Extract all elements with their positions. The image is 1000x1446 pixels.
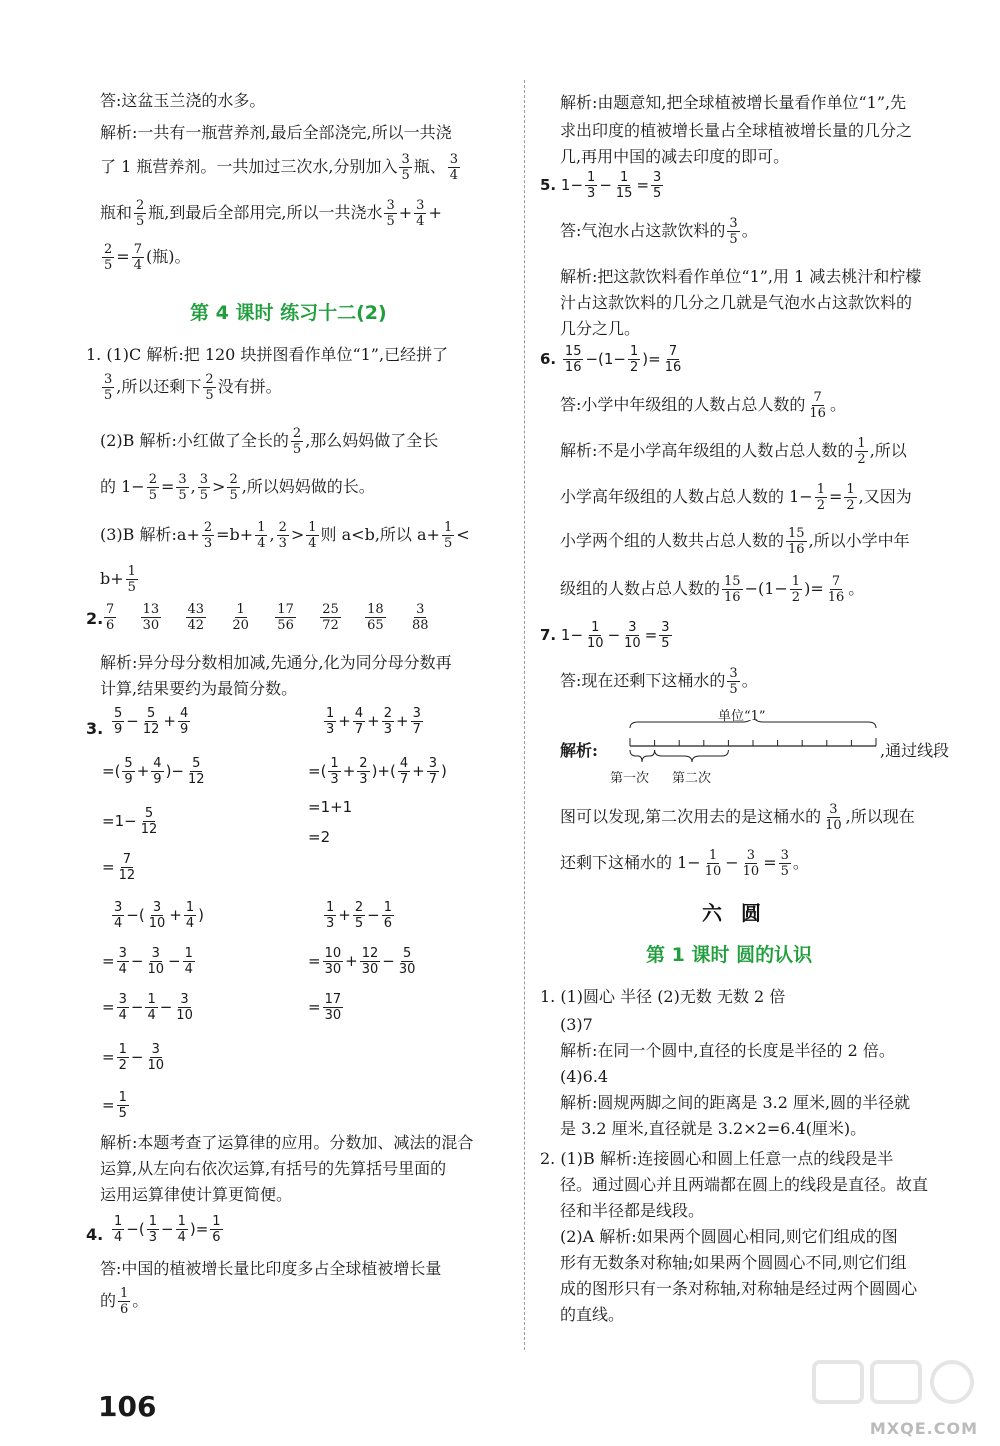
question-1: 1. (1)C 解析:把 120 块拼图看作单位“1”,已经拼了 <box>86 345 449 364</box>
explanation-line: 几分之几。 <box>560 319 641 338</box>
explanation-line: 径和半径都是线段。 <box>560 1201 705 1220</box>
explanation-line: 运算,从左向右依次运算,有括号的先算括号里面的 <box>100 1159 447 1178</box>
explanation-line: 是 3.2 厘米,直径就是 3.2×2=6.4(厘米)。 <box>560 1119 867 1138</box>
calc-step: =2 <box>308 828 331 846</box>
calc-step: = $\frac{3}{4}$ − $\frac{1}{4}$ − $\frac{3}{10}$ <box>102 992 193 1023</box>
explanation-line: 解析:把这款饮料看作单位“1”,用 1 减去桃汁和柠檬 <box>560 267 922 286</box>
answer-line: 答:中国的植被增长量比印度多占全球植被增长量 <box>100 1259 442 1278</box>
explanation-line: 解析:异分母分数相加减,先通分,化为同分母分数再 <box>100 653 452 672</box>
calc-step: = $\frac{7}{12}$ <box>102 852 136 883</box>
watermark-logo-icon <box>812 1358 980 1418</box>
explanation-line: 径。通过圆心并且两端都在圆上的线段是直径。故直 <box>560 1175 929 1194</box>
explanation-line: 解析:在同一个圆中,直径的长度是半径的 2 倍。 <box>560 1041 895 1060</box>
explanation-line: 解析:本题考查了运算律的应用。分数加、减法的混合 <box>100 1133 474 1152</box>
explanation-line: 成的图形只有一条对称轴,对称轴是经过两个圆圆心 <box>560 1279 918 1298</box>
second-time-label: 第二次 <box>672 771 712 786</box>
explanation-line: ,通过线段 <box>880 741 950 760</box>
calc-step: = $\frac{17}{30}$ <box>308 992 342 1023</box>
calc-step: =1− $\frac{5}{12}$ <box>102 806 158 837</box>
explanation-line: 汁占这款饮料的几分之几就是气泡水占这款饮料的 <box>560 293 913 312</box>
answer-line: 答:气泡水占这款饮料的 $\frac{3}{5}$ 。 <box>560 216 758 247</box>
question-2-answers: $\frac{7}{6}$ $\frac{13}{30}$ $\frac{43}{42}$ $\frac{1}{20}$ $\frac{17}{56}$ $\frac{25}{72}$ $\frac{18}{65}$ $\frac{3}{88}$ <box>106 602 429 633</box>
calc-step: $\frac{1}{3}$ + $\frac{2}{5}$ − $\frac{1}{6}$ <box>326 900 392 931</box>
calc-step: $\frac{5}{9}$ − $\frac{5}{12}$ + $\frac{4}{9}$ <box>114 706 189 737</box>
question-5: 5. 1− $\frac{1}{3}$ − $\frac{1}{15}$ = $\frac{3}{5}$ <box>540 170 662 201</box>
calc-step: =1+1 <box>308 798 353 816</box>
question-1-line: $\frac{3}{5}$ ,所以还剩下 $\frac{2}{5}$ 没有拼。 <box>104 372 282 403</box>
explanation-line: 解析:圆规两脚之间的距离是 3.2 厘米,圆的半径就 <box>560 1093 911 1112</box>
question-1-line: 的 1− $\frac{2}{5}$ = $\frac{3}{5}$ , $\frac{3}{5}$ > $\frac{2}{5}$ ,所以妈妈做的长。 <box>100 472 375 503</box>
lesson-heading: 第 4 课时 练习十二(2) <box>190 302 387 324</box>
question-3-number: 3. <box>86 719 104 738</box>
question-1-line: b+ $\frac{1}{5}$ <box>100 564 136 595</box>
explanation-line: 的直线。 <box>560 1305 625 1324</box>
explanation-label: 解析: <box>560 741 598 760</box>
answer-line: 答:这盆玉兰浇的水多。 <box>100 91 266 110</box>
section-heading: 六 圆 <box>702 901 767 925</box>
calc-step: $\frac{3}{4}$ −( $\frac{3}{10}$ + $\frac{1}{4}$ ) <box>114 900 204 931</box>
explanation-line: 求出印度的植被增长量占全球植被增长量的几分之 <box>560 121 913 140</box>
question-2-number: 2. <box>86 609 104 628</box>
explanation-line: 还剩下这桶水的 1− $\frac{1}{10}$ − $\frac{3}{10}$ = $\frac{3}{5}$ 。 <box>560 848 809 879</box>
page-number: 106 <box>98 1390 157 1423</box>
explanation-line: 小学高年级组的人数占总人数的 1− $\frac{1}{2}$ = $\frac{1}{2}$ ,又因为 <box>560 482 912 513</box>
calc-step: =( $\frac{1}{3}$ + $\frac{2}{3}$ )+( $\frac{4}{7}$ + $\frac{3}{7}$ ) <box>308 756 447 787</box>
calc-step: = $\frac{1}{5}$ <box>102 1090 127 1121</box>
question-7: 7. 1− $\frac{1}{10}$ − $\frac{3}{10}$ = $\frac{3}{5}$ <box>540 620 670 651</box>
explanation-line: 运用运算律使计算更简便。 <box>100 1185 293 1204</box>
explanation-line: 小学两个组的人数共占总人数的 $\frac{15}{16}$ ,所以小学中年 <box>560 526 910 557</box>
lesson-heading: 第 1 课时 圆的认识 <box>646 944 813 966</box>
watermark-text: MXQE.COM <box>869 1419 978 1438</box>
circle-q2: 2. (1)B 解析:连接圆心和圆上任意一点的线段是半 <box>540 1149 894 1168</box>
circle-q1-line: (3)7 <box>560 1015 593 1034</box>
question-1-line: (3)B 解析:a+ $\frac{2}{3}$ =b+ $\frac{1}{4}$ , $\frac{2}{3}$ > $\frac{1}{4}$ 则 a<b,所以 a+ $\frac{1}{5}$ < <box>100 520 470 551</box>
answer-line: 答:现在还剩下这桶水的 $\frac{3}{5}$ 。 <box>560 666 758 697</box>
question-6: 6. $\frac{15}{16}$ −(1− $\frac{1}{2}$ )= $\frac{7}{16}$ <box>540 344 682 375</box>
question-1-line: (2)B 解析:小红做了全长的 $\frac{2}{5}$ ,那么妈妈做了全长 <box>100 426 439 457</box>
calc-step: = $\frac{10}{30}$ + $\frac{12}{30}$ − $\frac{5}{30}$ <box>308 946 416 977</box>
answer-line: 的 $\frac{1}{6}$ 。 <box>100 1286 149 1317</box>
circle-q1-line: (4)6.4 <box>560 1067 609 1086</box>
question-4-number: 4. <box>86 1225 104 1244</box>
explanation-line: 瓶和 $\frac{2}{5}$ 瓶,到最后全部用完,所以一共浇水 $\frac{3}{5}$ + $\frac{3}{4}$ + <box>100 198 442 229</box>
explanation-line: 级组的人数占总人数的 $\frac{15}{16}$ −(1− $\frac{1}{2}$ )= $\frac{7}{16}$ 。 <box>560 574 865 605</box>
explanation-line: 计算,结果要约为最简分数。 <box>100 679 298 698</box>
explanation-line: 图可以发现,第二次用去的是这桶水的 $\frac{3}{10}$ ,所以现在 <box>560 802 915 833</box>
explanation-line: 几,再用中国的减去印度的即可。 <box>560 147 790 166</box>
calc-step: =( $\frac{5}{9}$ + $\frac{4}{9}$ )− $\frac{5}{12}$ <box>102 756 205 787</box>
explanation-line: 形有无数条对称轴;如果两个圆圆心不同,则它们组 <box>560 1253 907 1272</box>
answer-line: 答:小学中年级组的人数占总人数的 $\frac{7}{16}$ 。 <box>560 390 846 421</box>
calc-step: = $\frac{1}{2}$ − $\frac{3}{10}$ <box>102 1042 164 1073</box>
explanation-line: 了 1 瓶营养剂。一共加过三次水,分别加入 $\frac{3}{5}$ 瓶、 $\frac{3}{4}$ <box>100 152 459 183</box>
explanation-line: 解析:由题意知,把全球植被增长量看作单位“1”,先 <box>560 93 907 112</box>
column-divider <box>524 80 525 1350</box>
segment-diagram <box>628 720 878 770</box>
explanation-line: 解析:不是小学高年级组的人数占总人数的 $\frac{1}{2}$ ,所以 <box>560 436 907 467</box>
calc-step: $\frac{1}{4}$ −( $\frac{1}{3}$ − $\frac{1}{4}$ )= $\frac{1}{6}$ <box>114 1214 221 1245</box>
explanation-line: $\frac{2}{5}$ = $\frac{7}{4}$ (瓶)。 <box>104 242 191 273</box>
explanation-line: (2)A 解析:如果两个圆圆心相同,则它们组成的图 <box>560 1227 898 1246</box>
circle-q1: 1. (1)圆心 半径 (2)无数 无数 2 倍 <box>540 987 786 1006</box>
explanation-line: 解析:一共有一瓶营养剂,最后全部浇完,所以一共浇 <box>100 123 452 142</box>
calc-step: $\frac{1}{3}$ + $\frac{4}{7}$ + $\frac{2}{3}$ + $\frac{3}{7}$ <box>326 706 421 737</box>
unit-label: 单位“1” <box>718 709 766 724</box>
first-time-label: 第一次 <box>610 771 650 786</box>
calc-step: = $\frac{3}{4}$ − $\frac{3}{10}$ − $\frac{1}{4}$ <box>102 946 193 977</box>
